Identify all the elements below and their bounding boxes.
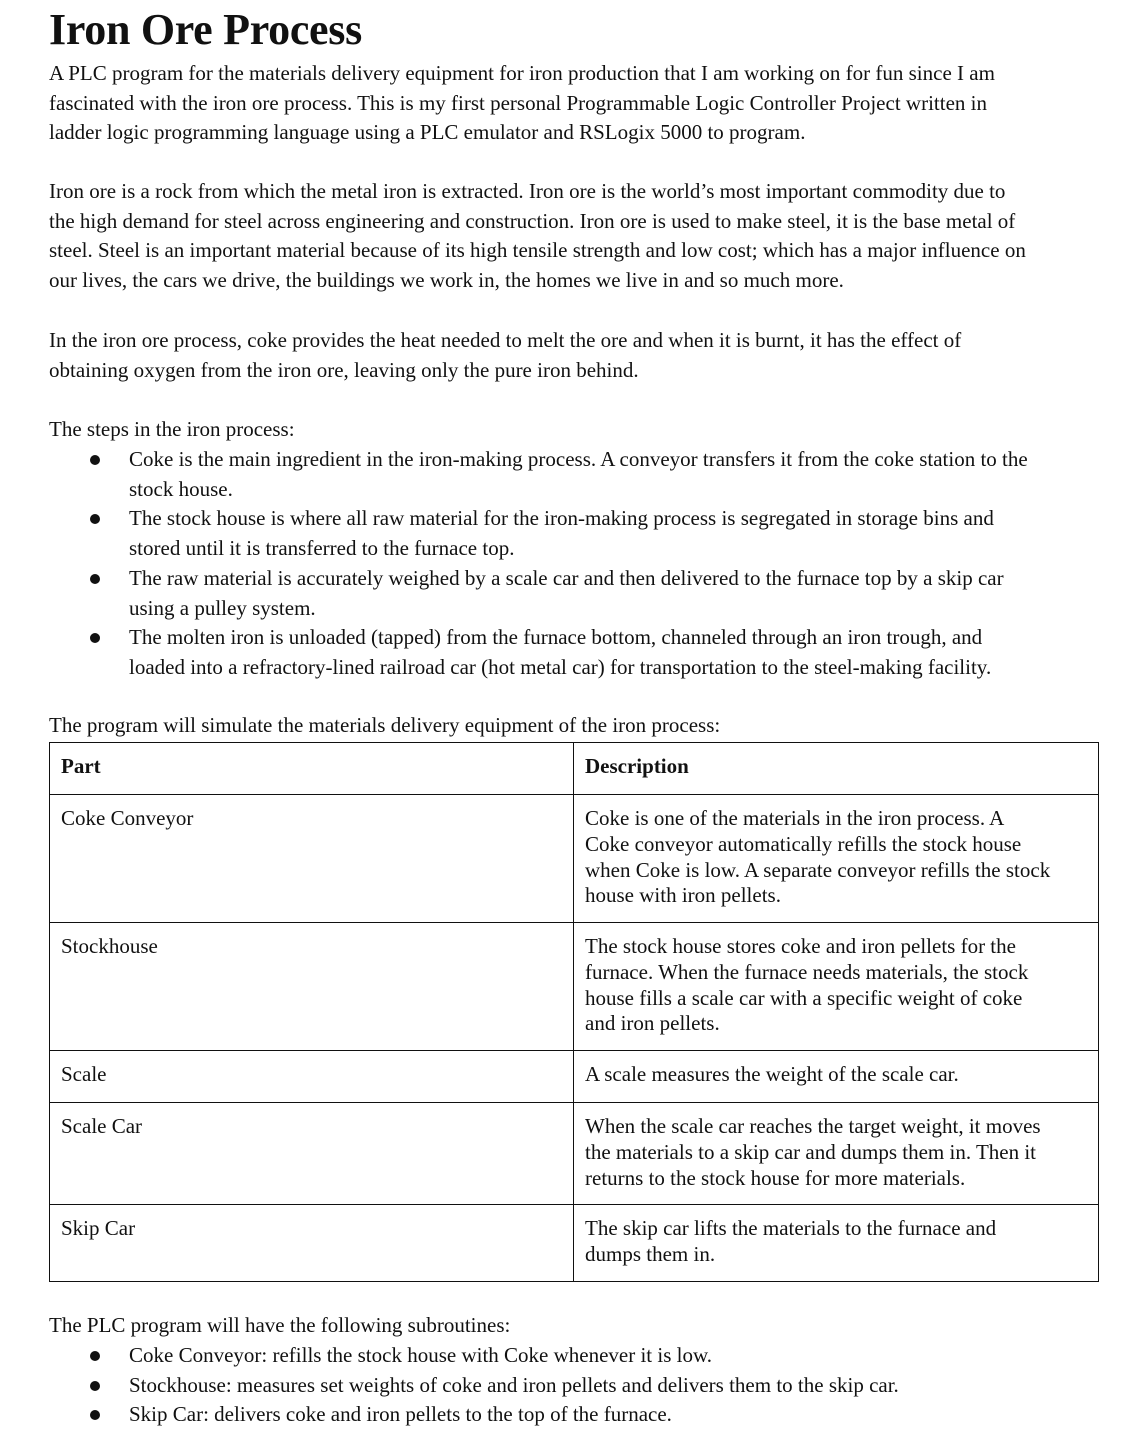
steps-heading: The steps in the iron process: <box>49 417 295 441</box>
list-item: The raw material is accurately weighed by a scale car and then delivered to the furnace top by a skip car using a pulley system. <box>49 564 1099 623</box>
table-row <box>50 923 1099 1051</box>
column-header-description: Description <box>574 743 1099 795</box>
steps-list <box>49 445 1099 683</box>
parts-table <box>49 742 1099 1282</box>
list-item: The stock house is where all raw material for the iron-making process is segregated in storage bins and stored until it is transferred to the furnace top. <box>49 504 1099 563</box>
column-header-part: Part <box>50 743 574 795</box>
list-item: Coke Conveyor: refills the stock house with Coke whenever it is low. <box>49 1341 1099 1371</box>
text-line: steel. Steel is an important material because of its high tensile strength and low cost; which has a major influence on <box>49 238 1026 263</box>
table-row <box>50 1205 1099 1282</box>
intro-paragraph <box>49 59 1099 148</box>
part-cell: Stockhouse <box>50 923 574 1051</box>
description-cell: When the scale car reaches the target weight, it moves the materials to a skip car and dumps them in. Then it returns to the stock house for more materials. <box>574 1103 1099 1205</box>
subroutines-list <box>49 1341 1099 1430</box>
bullet-icon <box>90 514 100 524</box>
description-cell: The skip car lifts the materials to the furnace and dumps them in. <box>574 1205 1099 1282</box>
description-cell: A scale measures the weight of the scale car. <box>574 1051 1099 1103</box>
bullet-icon <box>90 574 100 584</box>
bullet-icon <box>90 1410 100 1420</box>
part-cell: Scale <box>50 1051 574 1103</box>
coke-paragraph <box>49 326 1099 385</box>
list-item: The molten iron is unloaded (tapped) from the furnace bottom, channeled through an iron trough, and loaded into a refractory-lined railroad car (hot metal car) for transportation to the steel-making facility. <box>49 623 1099 682</box>
bullet-icon <box>90 1381 100 1391</box>
text-line: fascinated with the iron ore process. This is my first personal Programmable Logic Controller Project written in <box>49 90 987 115</box>
list-item: Stockhouse: measures set weights of coke and iron pellets and delivers them to the skip car. <box>49 1371 1099 1401</box>
text-line: the high demand for steel across engineering and construction. Iron ore is used to make steel, it is the base metal of <box>49 208 1016 233</box>
text-line: Iron ore is a rock from which the metal iron is extracted. Iron ore is the world’s most important commodity due to <box>49 179 1006 203</box>
text-line: obtaining oxygen from the iron ore, leaving only the pure iron behind. <box>49 357 639 382</box>
part-cell: Skip Car <box>50 1205 574 1282</box>
page-title: Iron Ore Process <box>49 5 362 54</box>
description-cell: The stock house stores coke and iron pellets for the furnace. When the furnace needs materials, the stock house fills a scale car with a specific weight of coke and iron pellets. <box>574 923 1099 1051</box>
text-line: ladder logic programming language using a PLC emulator and RSLogix 5000 to program. <box>49 120 806 145</box>
table-row <box>50 1103 1099 1205</box>
part-cell: Scale Car <box>50 1103 574 1205</box>
iron-ore-paragraph <box>49 177 1099 296</box>
table-row <box>50 1051 1099 1103</box>
text-line: In the iron ore process, coke provides the heat needed to melt the ore and when it is burnt, it has the effect of <box>49 328 962 352</box>
bullet-icon <box>90 455 100 465</box>
text-line: our lives, the cars we drive, the buildings we work in, the homes we live in and so much more. <box>49 268 844 293</box>
table-row <box>50 795 1099 923</box>
list-item: Coke is the main ingredient in the iron-making process. A conveyor transfers it from the coke station to the stock house. <box>49 445 1099 504</box>
subroutines-heading: The PLC program will have the following subroutines: <box>49 1313 511 1337</box>
part-cell: Coke Conveyor <box>50 795 574 923</box>
text-line: A PLC program for the materials delivery equipment for iron production that I am working on for fun since I am <box>49 61 995 85</box>
list-item: Skip Car: delivers coke and iron pellets to the top of the furnace. <box>49 1400 1099 1430</box>
bullet-icon <box>90 1351 100 1361</box>
bullet-icon <box>90 633 100 643</box>
table-header-row <box>50 743 1099 795</box>
description-cell: Coke is one of the materials in the iron process. A Coke conveyor automatically refills the stock house when Coke is low. A separate conveyor refills the stock house with iron pellets. <box>574 795 1099 923</box>
table-heading: The program will simulate the materials delivery equipment of the iron process: <box>49 713 721 737</box>
